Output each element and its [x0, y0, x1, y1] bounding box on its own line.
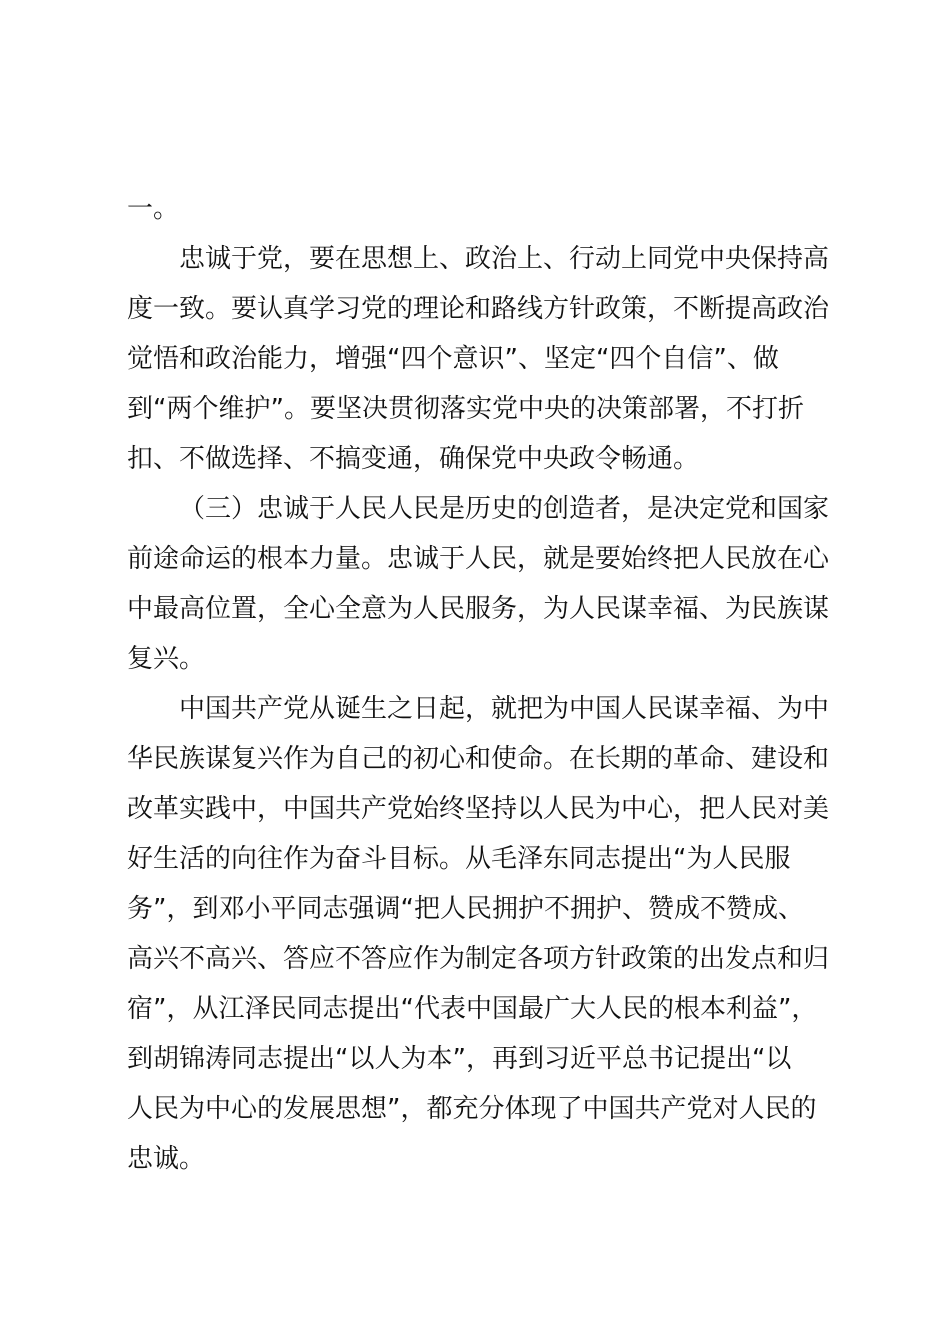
text-line: 到胡锦涛同志提出“以人为本”，再到习近平总书记提出“以 [127, 1044, 792, 1074]
text-line: 高兴不高兴、答应不答应作为制定各项方针政策的出发点和归 [127, 944, 830, 974]
text-line: 扣、不做选择、不搞变通，确保党中央政令畅通。 [127, 444, 700, 474]
text-line: 忠诚。 [127, 1144, 206, 1174]
paragraph-first-line: 中国共产党从诞生之日起，就把为中国人民谋幸福、为中 [179, 694, 830, 724]
section-heading-line: （三）忠诚于人民人民是历史的创造者，是决定党和国家 [179, 494, 830, 524]
text-line: 好生活的向往作为奋斗目标。从毛泽东同志提出“为人民服 [127, 844, 791, 874]
text-line: 度一致。要认真学习党的理论和路线方针政策，不断提高政治 [127, 294, 830, 324]
text-line: 人民为中心的发展思想”，都充分体现了中国共产党对人民的 [127, 1094, 817, 1124]
document-body [127, 184, 835, 1184]
text-line: 复兴。 [127, 644, 206, 674]
text-line: 一。 [127, 194, 180, 224]
text-line: 务”，到邓小平同志强调“把人民拥护不拥护、赞成不赞成、 [127, 894, 804, 924]
text-line: 到“两个维护”。要坚决贯彻落实党中央的决策部署，不打折 [127, 394, 804, 424]
paragraph-first-line: 忠诚于党，要在思想上、政治上、行动上同党中央保持高 [179, 244, 830, 274]
text-line: 宿”，从江泽民同志提出“代表中国最广大人民的根本利益”， [127, 994, 818, 1024]
text-line: 华民族谋复兴作为自己的初心和使命。在长期的革命、建设和 [127, 744, 830, 774]
text-line: 中最高位置，全心全意为人民服务，为人民谋幸福、为民族谋 [127, 594, 830, 624]
text-line: 改革实践中，中国共产党始终坚持以人民为中心，把人民对美 [127, 794, 830, 824]
text-line: 前途命运的根本力量。忠诚于人民，就是要始终把人民放在心 [127, 544, 830, 574]
text-line: 觉悟和政治能力，增强“四个意识”、坚定“四个自信”、做 [127, 344, 779, 374]
